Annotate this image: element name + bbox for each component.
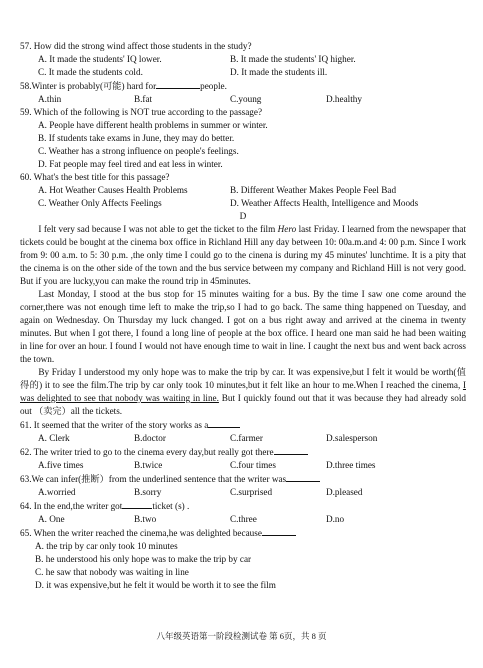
option: C. Weather Only Affects Feelings — [38, 198, 162, 208]
option: B. If students take exams in June, they may do better. — [38, 133, 235, 143]
option: B.two — [134, 514, 157, 524]
answer-blank — [286, 472, 320, 482]
stem-text: 63.We can infer(推断）from the underlined sentence that the writer was — [20, 474, 287, 484]
option: D.no — [326, 514, 345, 524]
page-footer: 八年级英语第一阶段检测试卷 第 6页，共 8 页 — [156, 631, 327, 641]
option: C.four times — [230, 460, 276, 470]
stem-text: 64. In the end,the writer got — [20, 501, 123, 511]
question-60-stem: 60. What's the best title for this passage? — [20, 172, 170, 182]
stem-text: people. — [200, 81, 227, 91]
option: D.three times — [326, 460, 376, 470]
underlined-sentence: I was delighted to see that nobody was waiting in line. — [20, 380, 466, 403]
option: A. Hot Weather Causes Health Problems — [38, 185, 188, 195]
question-64-stem — [20, 499, 466, 513]
question-57-options — [20, 53, 466, 66]
question-57-stem: 57. How did the strong wind affect those students in the study? — [20, 41, 252, 51]
answer-blank — [208, 418, 240, 428]
film-title: Hero — [277, 224, 297, 234]
option: D. It made the students ill. — [230, 67, 328, 77]
option: D.healthy — [326, 94, 362, 104]
question-62-options — [20, 459, 466, 472]
option: C.three — [230, 514, 257, 524]
stem-text: ticket (s) . — [152, 501, 190, 511]
question-58-stem — [20, 79, 466, 93]
option: D. Weather Affects Health, Intelligence and Moods — [230, 198, 419, 208]
stem-text: 62. The writer tried to go to the cinema every day,but really got there — [20, 447, 274, 457]
answer-blank — [262, 526, 296, 536]
question-65-stem — [20, 526, 466, 540]
option: D. Fat people may feel tired and eat less in winter. — [38, 159, 223, 169]
question-57-options — [20, 66, 466, 79]
question-59-stem: 59. Which of the following is NOT true according to the passage? — [20, 107, 263, 117]
option: B. Different Weather Makes People Feel Bad — [230, 185, 397, 195]
option: A. the trip by car only took 10 minutes — [35, 541, 178, 551]
option: D.pleased — [326, 487, 363, 497]
option: A. It made the students' IQ lower. — [38, 54, 162, 64]
option: A. One — [38, 514, 65, 524]
paragraph-text: But I quickly found out that it was because they had already sold out （卖完）all the tickets. — [20, 393, 466, 416]
option: B.fat — [134, 94, 153, 104]
paragraph-text: last Friday. I learned from the newspaper that tickets could be bought at the cinema box office in Richland Hill any day between 10: 00a.m.and 4: 00 p.m. Since I work from 9: 00 a.m. to 5: 30 p.m. ,the only time I could go to the cinena is during my 45 minutes' lunchtime. It is a pity that the cinema is on the other side of the town and the bus service between my company and Richland Hill is not very good. But if you are lucky,you can make the round trip in 45minutes. — [20, 224, 467, 286]
stem-text: 65. When the writer reached the cinema,he was delighted because — [20, 528, 262, 538]
option: B.sorry — [134, 487, 162, 497]
question-58-options — [20, 93, 466, 106]
option: A.five times — [38, 460, 84, 470]
option: D.salesperson — [326, 433, 378, 443]
passage-letter: D — [239, 211, 247, 221]
option: C.farmer — [230, 433, 263, 443]
question-64-options — [20, 513, 466, 526]
option: C.young — [230, 94, 262, 104]
answer-blank — [274, 445, 308, 455]
option: C.surprised — [230, 487, 273, 497]
question-63-stem — [20, 472, 466, 486]
question-61-options — [20, 432, 466, 445]
option: C. he saw that nobody was waiting in line — [35, 567, 189, 577]
option: A.thin — [38, 94, 62, 104]
page-content — [20, 40, 466, 592]
paragraph-text: I felt very sad because I was not able to get the ticket to the film — [38, 224, 278, 234]
stem-text: 58.Winter is probably(可能) hard for — [20, 81, 157, 91]
question-60-options — [20, 184, 466, 197]
question-62-stem — [20, 445, 466, 459]
question-60-options — [20, 197, 466, 210]
option: A.worried — [38, 487, 76, 497]
paragraph-text: By Friday I understood my only hope was to make the trip by car. It was expensive,but I felt it would be worth(值得的) it to see the film.The trip by car only took 10 minutes,but it felt like an hour to me.When I reached the cinema, — [20, 367, 466, 390]
answer-blank — [156, 79, 200, 89]
option: A. Clerk — [38, 433, 70, 443]
option: D. it was expensive,but he felt it would be worth it to see the film — [35, 580, 276, 590]
option: C. It made the students cold. — [38, 67, 143, 77]
passage-paragraph-2: Last Monday, I stood at the bus stop for 15 minutes waiting for a bus. By the time I saw one come around the corner,there was not enough time left to make the trip,so I had to go back. The same thing happened on Tuesday, and again on Wednesday. On Thursday my luck changed. I got on a bus right away and arrived at the cinema in twenty minutes. But when I got there, I found a long line of people at the box office. I heard one man said he had been waiting in line for over an hour. I found I would not have enough time to wait in line. I caught the next bus and went back across the town. — [20, 289, 466, 364]
passage-paragraph-3 — [20, 366, 466, 418]
option: B.doctor — [134, 433, 166, 443]
question-63-options — [20, 486, 466, 499]
passage-paragraph-1 — [20, 223, 466, 288]
answer-blank — [122, 499, 152, 509]
question-61-stem — [20, 418, 466, 432]
option: B. he understood his only hope was to make the trip by car — [35, 554, 252, 564]
option: C. Weather has a strong influence on people's feelings. — [38, 146, 239, 156]
stem-text: 61. It seemed that the writer of the story works as a — [20, 420, 209, 430]
option: A. People have different health problems in summer or winter. — [38, 120, 268, 130]
option: B. It made the students' IQ higher. — [230, 54, 356, 64]
option: B.twice — [134, 460, 163, 470]
